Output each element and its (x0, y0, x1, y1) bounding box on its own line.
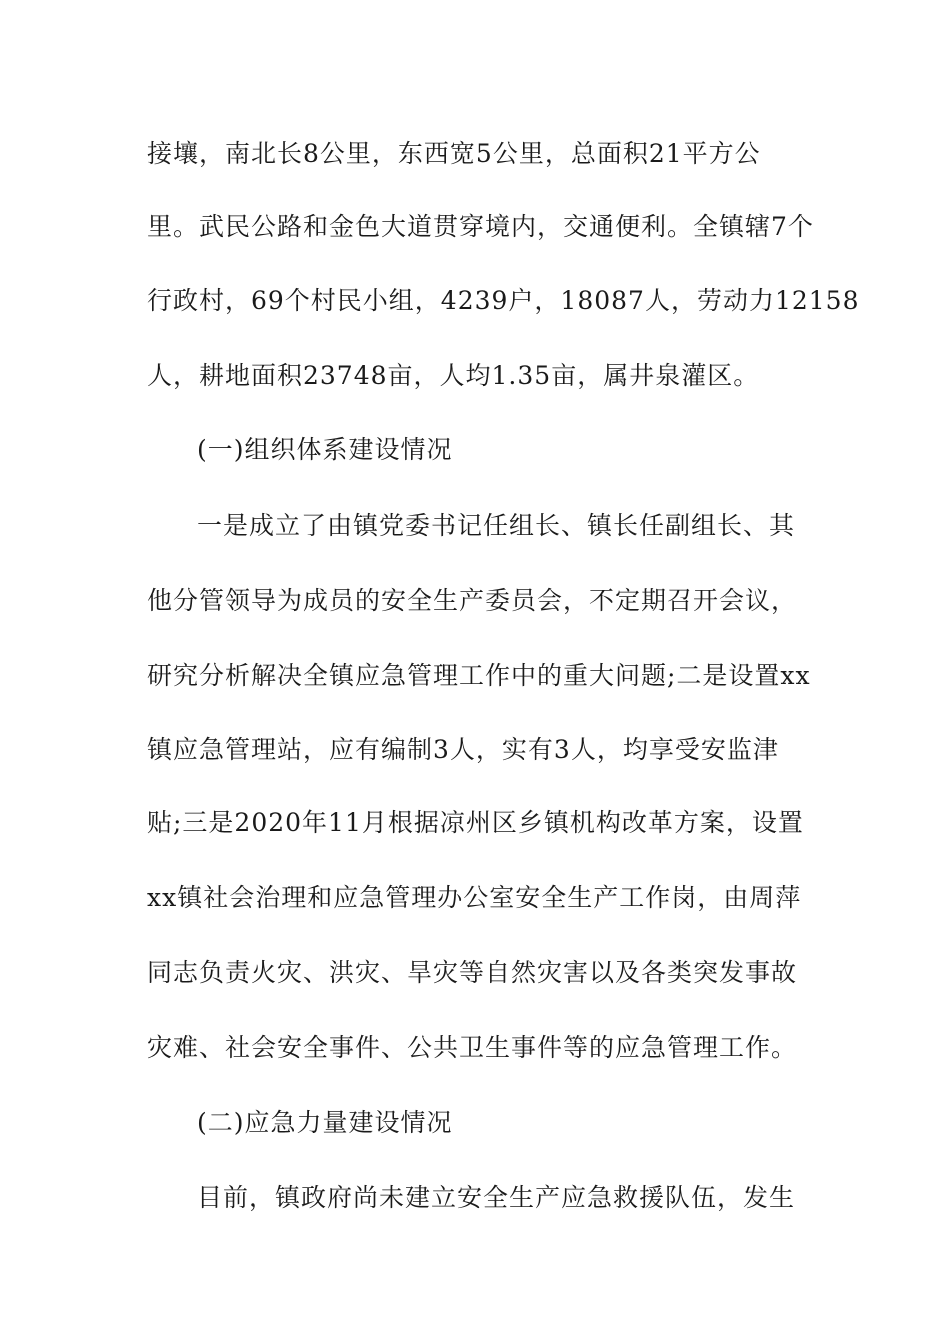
paragraph-line: 目前，镇政府尚未建立安全生产应急救援队伍，发生 (197, 1183, 796, 1212)
paragraph-line: 贴;三是2020年11月根据凉州区乡镇机构改革方案，设置 (147, 808, 804, 837)
paragraph-line: 接壤，南北长8公里，东西宽5公里，总面积21平方公 (147, 139, 761, 168)
paragraph-line: 镇应急管理站，应有编制3人，实有3人，均享受安监津 (147, 735, 779, 764)
paragraph-line: 同志负责火灾、洪灾、旱灾等自然灾害以及各类突发事故 (147, 958, 798, 987)
section-heading: (二)应急力量建设情况 (197, 1108, 453, 1137)
paragraph-line: 人，耕地面积23748亩，人均1.35亩，属井泉灌区。 (147, 361, 760, 390)
paragraph-line: 他分管领导为成员的安全生产委员会，不定期召开会议， (147, 586, 798, 615)
paragraph-line: 里。武民公路和金色大道贯穿境内，交通便利。全镇辖7个 (147, 212, 814, 241)
paragraph-line: 一是成立了由镇党委书记任组长、镇长任副组长、其 (197, 511, 796, 540)
paragraph-line: 研究分析解决全镇应急管理工作中的重大问题;二是设置xx (147, 661, 811, 690)
section-heading: (一)组织体系建设情况 (197, 435, 453, 464)
paragraph-line: xx镇社会治理和应急管理办公室安全生产工作岗，由周萍 (147, 883, 802, 912)
paragraph-line: 灾难、社会安全事件、公共卫生事件等的应急管理工作。 (147, 1033, 798, 1062)
paragraph-line: 行政村，69个村民小组，4239户，18087人，劳动力12158 (147, 286, 860, 315)
